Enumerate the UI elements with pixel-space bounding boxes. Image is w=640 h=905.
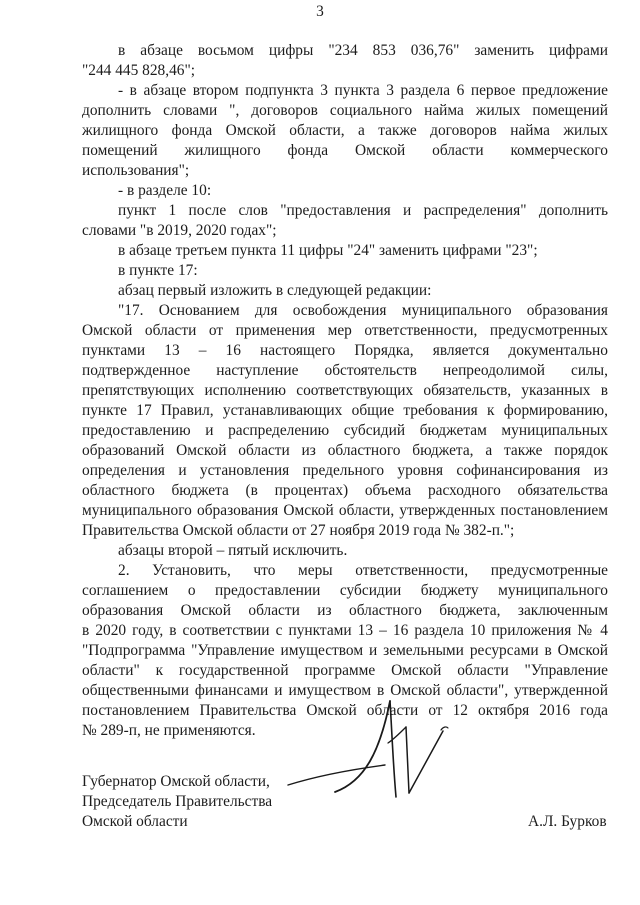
text-line: "17. Основанием для освобождения муниципального образования bbox=[118, 302, 608, 319]
text-line: жилищного фонда Омской области, а также договоров найма жилых bbox=[82, 122, 608, 139]
signatory-title-line: Омской области bbox=[82, 813, 188, 830]
handwritten-signature bbox=[280, 693, 480, 813]
text-line: образования Омской области из областного бюджета, заключенным bbox=[82, 602, 608, 619]
text-line: пунктами 13 – 16 настоящего Порядка, является документально bbox=[82, 342, 608, 359]
text-line: 2. Установить, что меры ответственности, предусмотренные bbox=[118, 562, 608, 579]
text-line: использования"; bbox=[82, 162, 190, 179]
text-line: областного бюджета (в процентах) объема расходного обязательства bbox=[82, 482, 608, 499]
text-line: постановлением Правительства Омской области от 12 октября 2016 года bbox=[82, 702, 608, 719]
text-line: абзац первый изложить в следующей редакции: bbox=[118, 282, 432, 299]
text-line: - в разделе 10: bbox=[118, 182, 212, 199]
text-line: словами "в 2019, 2020 годах"; bbox=[82, 222, 277, 239]
text-line: Омской области от применения мер ответственности, предусмотренных bbox=[82, 322, 608, 339]
text-line: абзацы второй – пятый исключить. bbox=[118, 542, 348, 559]
signatory-title-line: Губернатор Омской области, bbox=[82, 773, 270, 790]
page-number: 3 bbox=[316, 3, 324, 20]
text-line: области" к государственной программе Омской области "Управление bbox=[82, 662, 608, 679]
text-line: в пункте 17: bbox=[118, 262, 198, 279]
text-line: "244 445 828,46"; bbox=[82, 62, 196, 79]
text-line: препятствующих исполнению соответствующих обязательств, указанных в bbox=[82, 382, 608, 399]
text-line: предоставлению и распределению субсидий бюджетам муниципальных bbox=[82, 422, 608, 439]
signatory-title-line: Председатель Правительства bbox=[82, 793, 273, 810]
text-line: в абзаце восьмом цифры "234 853 036,76" заменить цифрами bbox=[118, 42, 608, 59]
text-line: дополнить словами ", договоров социального найма жилых помещений bbox=[82, 102, 608, 119]
text-line: "Подпрограмма "Управление имуществом и земельными ресурсами в Омской bbox=[82, 642, 608, 659]
text-line: определения и установления предельного уровня софинансирования из bbox=[82, 462, 608, 479]
text-line: - в абзаце втором подпункта 3 пункта 3 раздела 6 первое предложение bbox=[118, 82, 608, 99]
text-line: № 289-п, не применяются. bbox=[82, 722, 256, 739]
text-line: помещений жилищного фонда Омской области коммерческого bbox=[82, 142, 608, 159]
text-line: соглашением о предоставлении субсидии бюджету муниципального bbox=[82, 582, 608, 599]
signatory-name: А.Л. Бурков bbox=[528, 813, 607, 830]
text-line: общественными финансами и имуществом в Омской области", утвержденной bbox=[82, 682, 608, 699]
text-line: в абзаце третьем пункта 11 цифры "24" заменить цифрами "23"; bbox=[118, 242, 538, 259]
text-line: муниципального образования Омской области, утвержденных постановлением bbox=[82, 502, 608, 519]
text-line: образований Омской области из областного бюджета, а также порядок bbox=[82, 442, 608, 459]
text-line: подтвержденное наступление обстоятельств непреодолимой силы, bbox=[82, 362, 608, 379]
text-line: Правительства Омской области от 27 ноября 2019 года № 382-п."; bbox=[82, 522, 515, 539]
text-line: пункте 17 Правил, устанавливающих общие требования к формированию, bbox=[82, 402, 608, 419]
text-line: пункт 1 после слов "предоставления и распределения" дополнить bbox=[118, 202, 608, 219]
text-line: в 2020 году, в соответствии с пунктами 13 – 16 раздела 10 приложения № 4 bbox=[82, 622, 608, 639]
